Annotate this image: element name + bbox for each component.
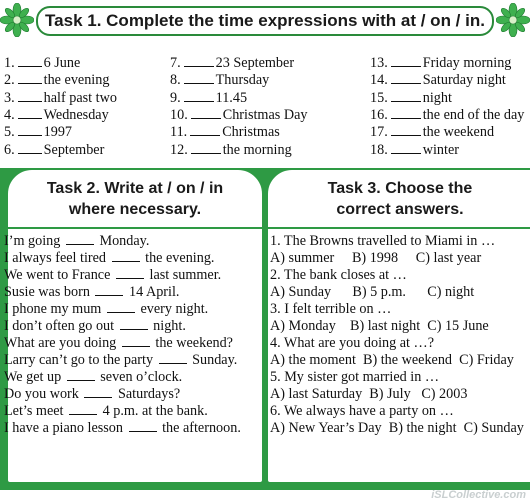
answer-blank[interactable]: [122, 336, 150, 347]
task2-sentence: [4, 267, 266, 284]
task3-title-line1: Task 3. Choose the: [327, 180, 473, 197]
task1-item: [370, 55, 511, 72]
task3-question: 1. The Browns travelled to Miami in …: [270, 233, 496, 249]
item-number: 5.: [4, 124, 15, 141]
answer-blank[interactable]: [159, 353, 187, 364]
sentence-start: I always feel tired: [4, 250, 107, 266]
task2-title: [10, 178, 260, 220]
answer-blank[interactable]: [184, 73, 214, 84]
task3-question: 6. We always have a party on …: [270, 403, 454, 419]
answer-blank[interactable]: [18, 56, 42, 67]
task3-title: [272, 178, 528, 220]
task2-sentence: [4, 386, 266, 403]
item-text: the morning: [222, 141, 292, 158]
sentence-start: We went to France: [4, 267, 111, 283]
sentence-start: I don’t often go out: [4, 318, 115, 334]
item-number: 14.: [370, 72, 388, 89]
item-text: September: [43, 141, 105, 158]
item-number: 12.: [170, 141, 188, 158]
answer-blank[interactable]: [391, 108, 421, 119]
answer-blank[interactable]: [129, 421, 157, 432]
answer-blank[interactable]: [391, 91, 421, 102]
sentence-end: every night.: [140, 301, 209, 317]
sentence-end: Sunday.: [192, 352, 238, 368]
item-number: 15.: [370, 89, 388, 106]
answer-blank[interactable]: [116, 268, 144, 279]
item-text: the weekend: [422, 124, 495, 141]
answer-blank[interactable]: [18, 73, 42, 84]
sentence-end: night.: [153, 318, 186, 334]
task1-item: [4, 90, 117, 107]
sentence-start: We get up: [4, 369, 62, 385]
task2-sentence: [4, 369, 266, 386]
answer-blank[interactable]: [191, 108, 221, 119]
sentence-start: I phone my mum: [4, 301, 102, 317]
task1-item: [4, 72, 109, 89]
answer-blank[interactable]: [18, 143, 42, 154]
task2-sentence: [4, 250, 266, 267]
item-number: 1.: [4, 55, 15, 71]
item-number: 16.: [370, 106, 388, 123]
task1-items: [4, 55, 530, 165]
task3-options[interactable]: A) summer B) 1998 C) last year: [270, 250, 482, 266]
sentence-end: the afternoon.: [162, 420, 241, 436]
sentence-end: the evening.: [145, 250, 215, 266]
answer-blank[interactable]: [18, 108, 42, 119]
task2-sentence: [4, 420, 266, 437]
task1-item: [4, 124, 72, 141]
answer-blank[interactable]: [112, 251, 140, 262]
task1-item: [4, 107, 109, 124]
task3-questions: [270, 233, 530, 437]
item-number: 6.: [4, 141, 15, 158]
task1-title: Task 1. Complete the time expressions with at / on / in.: [36, 6, 494, 36]
item-text: the end of the day: [422, 106, 525, 123]
sentence-start: Let’s meet: [4, 403, 64, 419]
item-text: 6 June: [43, 55, 81, 71]
flower-icon: [0, 3, 34, 37]
item-text: 23 September: [215, 55, 295, 71]
task1-item: [170, 90, 247, 107]
task2-sentence: [4, 335, 266, 352]
item-text: Wednesday: [43, 106, 109, 123]
task1-item: [370, 72, 506, 89]
item-number: 7.: [170, 55, 181, 71]
item-number: 18.: [370, 141, 388, 158]
answer-blank[interactable]: [107, 302, 135, 313]
item-number: 2.: [4, 72, 15, 89]
sentence-end: last summer.: [149, 267, 222, 283]
item-text: 1997: [43, 124, 73, 141]
task3-question: 3. I felt terrible on …: [270, 301, 392, 317]
item-number: 8.: [170, 72, 181, 89]
task2-title-line2: where necessary.: [68, 201, 202, 218]
task1-item: [370, 124, 494, 141]
task3-options[interactable]: A) last Saturday B) July C) 2003: [270, 386, 468, 402]
answer-blank[interactable]: [184, 56, 214, 67]
answer-blank[interactable]: [120, 319, 148, 330]
item-text: half past two: [43, 89, 117, 106]
answer-blank[interactable]: [95, 285, 123, 296]
task1-item: [370, 90, 452, 107]
item-text: Christmas: [222, 124, 280, 141]
answer-blank[interactable]: [391, 56, 421, 67]
item-number: 9.: [170, 89, 181, 106]
item-text: winter: [422, 141, 459, 158]
task2-sentence: [4, 352, 266, 369]
task1-item: [170, 72, 269, 89]
sentence-start: Larry can’t go to the party: [4, 352, 154, 368]
answer-blank[interactable]: [191, 143, 221, 154]
answer-blank[interactable]: [391, 143, 421, 154]
answer-blank[interactable]: [184, 91, 214, 102]
sentence-end: seven o’clock.: [100, 369, 183, 385]
item-number: 11.: [170, 124, 188, 141]
item-number: 3.: [4, 89, 15, 106]
sentence-start: What are you doing: [4, 335, 117, 351]
answer-blank[interactable]: [190, 125, 220, 136]
task1-item: [170, 107, 307, 124]
task2-sentence: [4, 233, 266, 250]
task3-title-line2: correct answers.: [336, 201, 464, 218]
task1-header: [0, 0, 530, 52]
item-text: 11.45: [215, 89, 248, 106]
task3-question: 5. My sister got married in …: [270, 369, 440, 385]
task1-item: [4, 55, 80, 72]
task3-question: 2. The bank closes at …: [270, 267, 407, 283]
item-number: 13.: [370, 55, 388, 71]
task2-sentence: [4, 403, 266, 420]
item-text: Friday morning: [422, 55, 512, 71]
task2-sentence: [4, 301, 266, 318]
task1-item: [4, 142, 104, 159]
item-text: the evening: [43, 72, 110, 89]
sentence-end: 14 April.: [129, 284, 180, 300]
task1-item: [370, 142, 459, 159]
task3-options[interactable]: A) Monday B) last night C) 15 June: [270, 318, 489, 334]
item-text: Thursday: [215, 72, 270, 89]
item-text: night: [422, 89, 452, 106]
sentence-start: Do you work: [4, 386, 79, 402]
divider: [6, 227, 264, 229]
answer-blank[interactable]: [18, 91, 42, 102]
sentence-start: I’m going: [4, 233, 61, 249]
task1-item: [170, 124, 280, 141]
sentence-start: Susie was born: [4, 284, 90, 300]
task1-item: [170, 142, 292, 159]
answer-blank[interactable]: [391, 73, 421, 84]
item-text: Christmas Day: [222, 106, 308, 123]
task1-item: [370, 107, 524, 124]
task3-options[interactable]: A) New Year’s Day B) the night C) Sunday: [270, 420, 524, 436]
sentence-start: I have a piano lesson: [4, 420, 123, 436]
task2-sentence: [4, 318, 266, 335]
task1-item: [170, 55, 294, 72]
answer-blank[interactable]: [67, 370, 95, 381]
answer-blank[interactable]: [18, 125, 42, 136]
task2-sentence: [4, 284, 266, 301]
sentence-end: 4 p.m. at the bank.: [102, 403, 208, 419]
task3-options[interactable]: A) Sunday B) 5 p.m. C) night: [270, 284, 475, 300]
sentence-end: Monday.: [99, 233, 150, 249]
divider: [266, 227, 530, 229]
answer-blank[interactable]: [66, 234, 94, 245]
sentence-end: the weekend?: [155, 335, 233, 351]
answer-blank[interactable]: [69, 404, 97, 415]
watermark: iSLCollective.com: [431, 489, 526, 501]
item-text: Saturday night: [422, 72, 506, 89]
task3-question: 4. What are you doing at …?: [270, 335, 435, 351]
item-number: 4.: [4, 106, 15, 123]
task3-options[interactable]: A) the moment B) the weekend C) Friday: [270, 352, 514, 368]
task2-sentences: [4, 233, 266, 437]
sentence-end: Saturdays?: [117, 386, 181, 402]
answer-blank[interactable]: [391, 125, 421, 136]
task2-title-line1: Task 2. Write at / on / in: [46, 180, 224, 197]
flower-icon: [496, 3, 530, 37]
answer-blank[interactable]: [84, 387, 112, 398]
item-number: 17.: [370, 124, 388, 141]
item-number: 10.: [170, 106, 188, 123]
